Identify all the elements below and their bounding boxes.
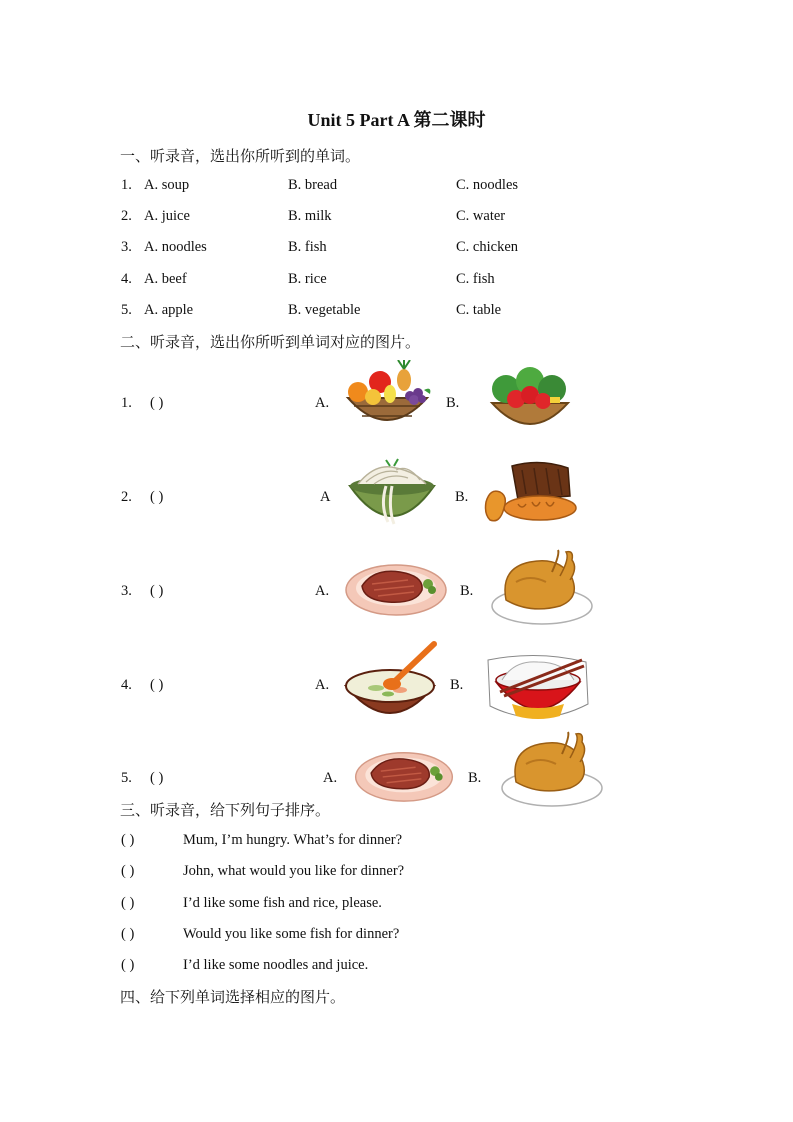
sentence: John, what would you like for dinner? [183,863,405,879]
answer-blank[interactable]: ( ) [121,895,135,911]
option-a: A. soup [144,177,190,193]
option-a: A. juice [144,208,190,224]
sentence: I’d like some fish and rice, please. [183,895,382,911]
roast-chicken-icon [500,730,604,810]
answer-blank[interactable]: ( ) [121,957,135,973]
option-b: B. rice [288,271,327,287]
roast-chicken-icon [490,548,594,628]
fruit-basket-icon [340,360,435,435]
beef-plate-icon [352,746,456,804]
section2-heading: 二、听录音，选出你所听到单词对应的图片。 [120,335,421,351]
item-number: 3. [121,583,132,599]
item-number: 1. [121,395,132,411]
answer-blank[interactable]: ( ) [150,489,164,505]
section4-heading: 四、给下列单词选择相应的图片。 [120,990,346,1006]
option-b-label: B. [446,395,460,411]
answer-blank[interactable]: ( ) [150,770,164,786]
option-b-label: B. [460,583,474,599]
option-a: A. apple [144,302,194,318]
soup-bowl-icon [342,640,438,726]
answer-blank[interactable]: ( ) [121,926,135,942]
option-a: A. noodles [144,239,207,255]
option-b: B. vegetable [288,302,361,318]
item-number: 5. [121,302,132,318]
option-a-label: A [320,489,331,505]
option-a: A. beef [144,271,187,287]
section1-heading: 一、听录音，选出你所听到的单词。 [120,149,361,165]
item-number: 4. [121,271,132,287]
vegetable-bowl-icon [486,365,574,435]
option-b-label: B. [468,770,482,786]
item-number: 3. [121,239,132,255]
option-a-label: A. [315,395,330,411]
answer-blank[interactable]: ( ) [121,863,135,879]
answer-blank[interactable]: ( ) [150,677,164,693]
option-a-label: A. [315,583,330,599]
answer-blank[interactable]: ( ) [121,832,135,848]
option-c: C. table [456,302,502,318]
option-c: C. chicken [456,239,519,255]
sentence: I’d like some noodles and juice. [183,957,369,973]
sentence: Would you like some fish for dinner? [183,926,400,942]
item-number: 5. [121,770,132,786]
option-b-label: B. [455,489,469,505]
item-number: 2. [121,489,132,505]
item-number: 1. [121,177,132,193]
item-number: 2. [121,208,132,224]
option-a-label: A. [323,770,338,786]
noodles-bowl-icon [346,456,438,528]
sentence: Mum, I’m hungry. What’s for dinner? [183,832,403,848]
bread-icon [482,458,578,528]
option-c: C. noodles [456,177,519,193]
option-b: B. fish [288,239,327,255]
option-a-label: A. [315,677,330,693]
beef-plate-icon [344,558,448,618]
option-b: B. milk [288,208,332,224]
option-c: C. fish [456,271,495,287]
option-b-label: B. [450,677,464,693]
option-c: C. water [456,208,506,224]
item-number: 4. [121,677,132,693]
option-b: B. bread [288,177,338,193]
answer-blank[interactable]: ( ) [150,395,164,411]
page-title: Unit 5 Part A 第二课时 [307,110,486,130]
rice-bowl-icon [484,652,592,730]
answer-blank[interactable]: ( ) [150,583,164,599]
section3-heading: 三、听录音，给下列句子排序。 [120,803,331,819]
